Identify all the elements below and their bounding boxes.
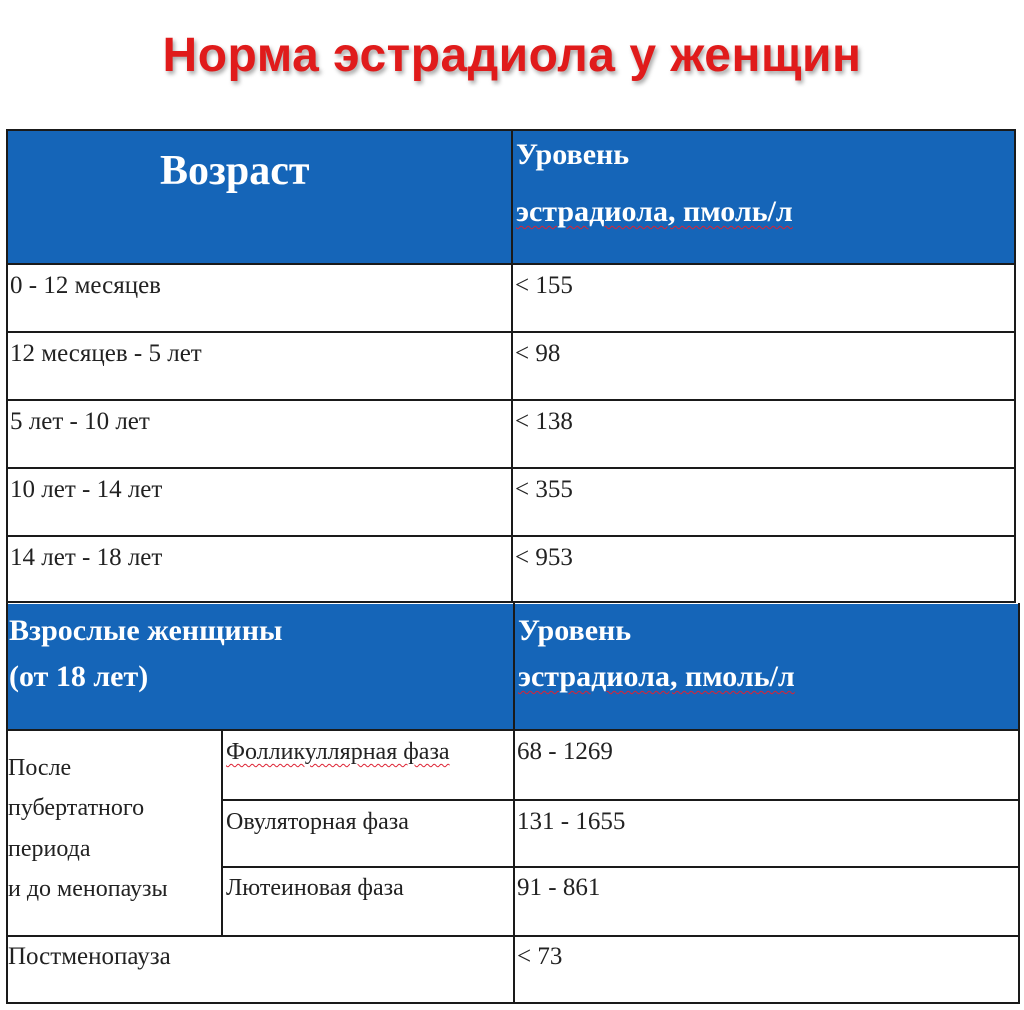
- table2-header-level-line2: эстрадиола, пмоль/л: [518, 660, 795, 693]
- phase-label: Овуляторная фаза: [226, 809, 409, 835]
- table1-row-value: < 155: [515, 272, 573, 299]
- table1-row-value: < 138: [515, 408, 573, 435]
- table1-row-value: < 355: [515, 476, 573, 503]
- table1-row-value: < 98: [515, 340, 561, 367]
- table1-row-value: < 953: [515, 544, 573, 571]
- table-border: [511, 129, 513, 603]
- table2-header-group-line1: Взрослые женщины: [9, 614, 283, 647]
- table1-row-age: 10 лет - 14 лет: [10, 476, 163, 503]
- page-title: Норма эстрадиола у женщин: [162, 29, 862, 82]
- table-border: [6, 399, 1016, 401]
- table-border: [6, 935, 1020, 937]
- table2-header-level-line1: Уровень: [518, 614, 632, 647]
- period-label-line: После: [8, 755, 72, 781]
- table1-header-level-line2: эстрадиола, пмоль/л: [516, 195, 793, 228]
- period-label-line: и до менопаузы: [8, 876, 168, 902]
- table-border: [1014, 129, 1016, 603]
- table-border: [6, 603, 8, 1004]
- period-label-line: периода: [8, 836, 91, 862]
- table-border: [6, 129, 8, 603]
- table1-row-age: 14 лет - 18 лет: [10, 544, 163, 571]
- phase-value: 91 - 861: [517, 874, 601, 901]
- table-border: [6, 601, 1016, 603]
- table2-header-group-line2: (от 18 лет): [9, 660, 149, 693]
- period-label-line: пубертатного: [8, 795, 145, 821]
- table-border: [6, 331, 1016, 333]
- phase-value: 131 - 1655: [517, 808, 626, 835]
- table-border: [221, 866, 1020, 868]
- postmenopause-value: < 73: [517, 943, 563, 970]
- table1-header-age: Возраст: [160, 148, 310, 194]
- phase-label: Фолликуллярная фаза: [226, 739, 450, 765]
- table-border: [6, 467, 1016, 469]
- table1-row-age: 12 месяцев - 5 лет: [10, 340, 202, 367]
- table-border: [6, 535, 1016, 537]
- table1-header-level-line1: Уровень: [516, 138, 630, 171]
- postmenopause-label: Постменопауза: [8, 943, 171, 970]
- table-border: [1018, 603, 1020, 1004]
- phase-value: 68 - 1269: [517, 738, 613, 765]
- table-border: [513, 603, 515, 1004]
- table1-row-age: 0 - 12 месяцев: [10, 272, 161, 299]
- table-border: [6, 1002, 1020, 1004]
- table-border: [221, 799, 1020, 801]
- phase-label: Лютеиновая фаза: [226, 875, 404, 901]
- table1-row-age: 5 лет - 10 лет: [10, 408, 150, 435]
- table-border: [221, 729, 223, 936]
- table-border: [6, 263, 1016, 265]
